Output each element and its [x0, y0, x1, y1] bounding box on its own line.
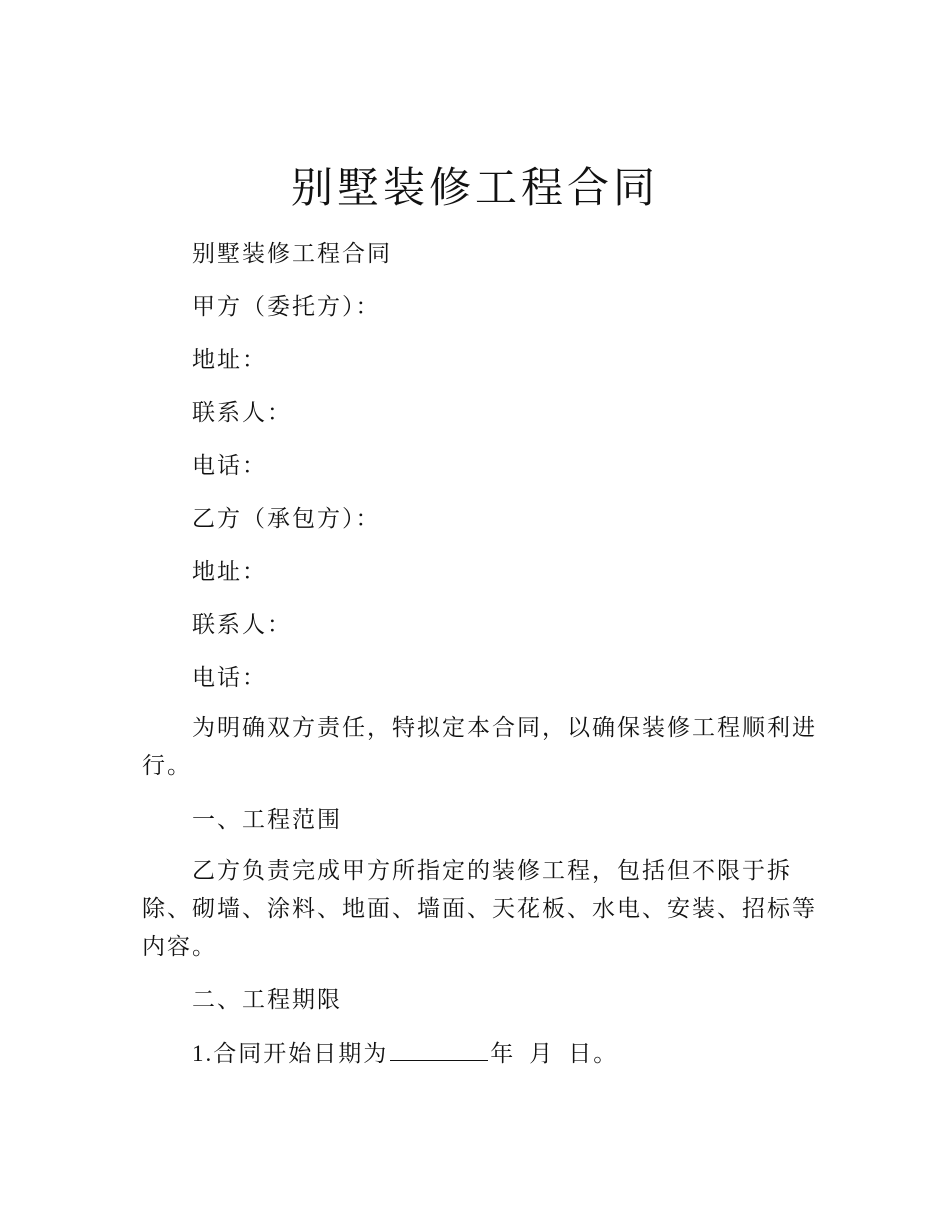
month-label: 月: [529, 1041, 555, 1066]
party-a-phone-label: 电话：: [192, 453, 267, 479]
section-1-body: 乙方负责完成甲方所指定的装修工程，包括但不限于拆除、砌墙、涂料、地面、墙面、天花板、水电、安装、招标等内容。: [142, 858, 817, 960]
day-label: 日。: [568, 1041, 619, 1066]
section-1-heading: 一、工程范围: [192, 807, 342, 833]
contract-start-date-clause: [192, 1038, 618, 1069]
clause-1-prefix: 1.合同开始日期为: [192, 1041, 389, 1066]
year-label: 年: [490, 1041, 516, 1066]
section-2-heading: 二、工程期限: [192, 987, 342, 1013]
party-b-heading: 乙方（承包方）：: [192, 506, 381, 532]
subtitle: 别墅装修工程合同: [192, 241, 392, 267]
party-b-address-label: 地址：: [192, 559, 267, 585]
year-blank-line: [390, 1038, 488, 1061]
party-a-heading: 甲方（委托方）：: [192, 294, 381, 320]
preamble-paragraph: 为明确双方责任，特拟定本合同，以确保装修工程顺利进行。: [142, 715, 817, 779]
party-a-contact-label: 联系人：: [192, 400, 292, 426]
party-a-address-label: 地址：: [192, 347, 267, 373]
party-b-contact-label: 联系人：: [192, 612, 292, 638]
document-title: 别墅装修工程合同: [290, 163, 659, 212]
party-b-phone-label: 电话：: [192, 665, 267, 691]
